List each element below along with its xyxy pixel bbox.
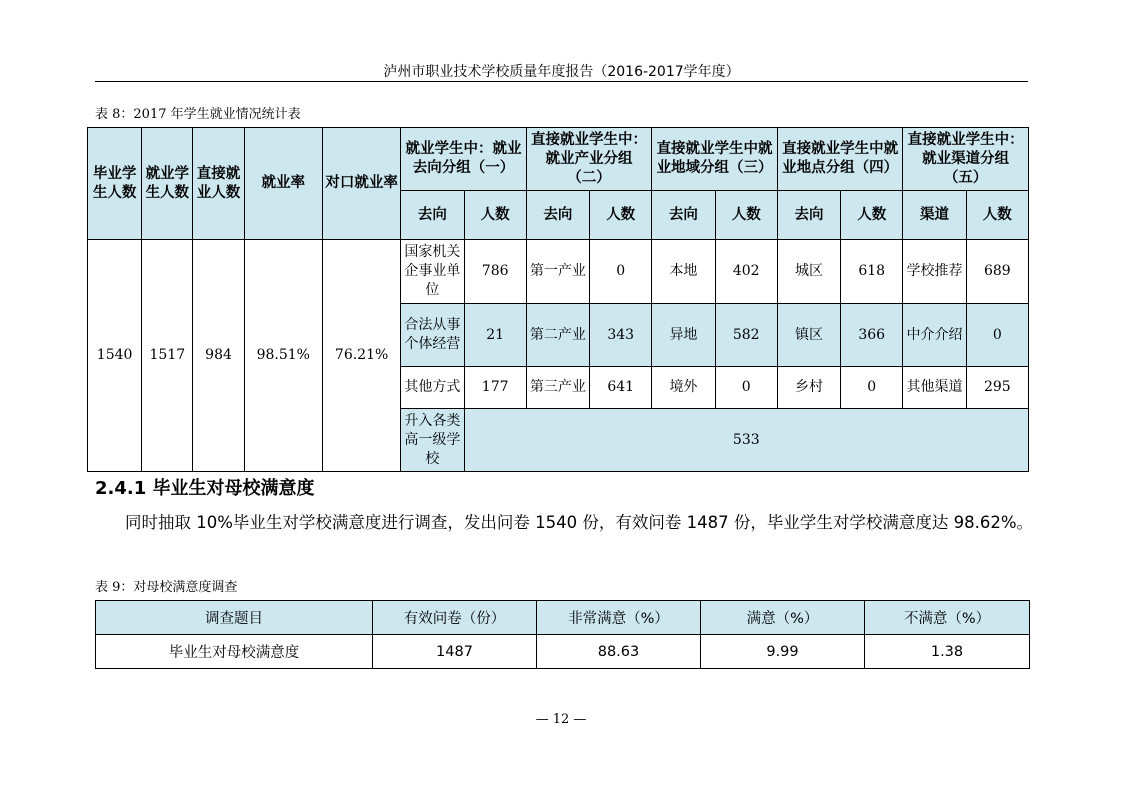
subheader: 去向 xyxy=(526,191,589,240)
header-group-industry: 直接就业学生中：就业产业分组（二） xyxy=(526,128,652,191)
table-cell: 镇区 xyxy=(777,304,840,367)
table-cell: 本地 xyxy=(652,240,715,304)
table-cell: 第二产业 xyxy=(526,304,589,367)
section-paragraph: 同时抽取 10%毕业生对学校满意度进行调查，发出问卷 1540 份，有效问卷 1487 份，毕业学生对学校满意度达 98.62%。 xyxy=(125,513,1034,532)
table-cell: 其他渠道 xyxy=(903,367,966,409)
subheader: 去向 xyxy=(652,191,715,240)
subheader: 人数 xyxy=(464,191,526,240)
header-very-satisfied: 非常满意（%） xyxy=(537,601,701,635)
table-cell: 618 xyxy=(841,240,903,304)
header-matched-rate: 对口就业率 xyxy=(322,128,400,240)
table-cell: 合法从事个体经营 xyxy=(401,304,464,367)
table-cell: 177 xyxy=(464,367,526,409)
cell-matched-rate: 76.21% xyxy=(322,240,400,472)
header-group-channel: 直接就业学生中：就业渠道分组（五） xyxy=(903,128,1029,191)
table-cell: 582 xyxy=(715,304,777,367)
table-cell: 中介介绍 xyxy=(903,304,966,367)
table-row xyxy=(96,635,1030,669)
subheader: 渠道 xyxy=(903,191,966,240)
table-cell: 9.99 xyxy=(701,635,865,669)
table-cell: 1487 xyxy=(373,635,537,669)
table-cell: 0 xyxy=(590,240,652,304)
header-valid-questionnaires: 有效问卷（份） xyxy=(373,601,537,635)
table-cell: 366 xyxy=(841,304,903,367)
table-cell: 第三产业 xyxy=(526,367,589,409)
header-group-location: 直接就业学生中就业地点分组（四） xyxy=(777,128,903,191)
subheader: 人数 xyxy=(590,191,652,240)
table-cell: 国家机关企事业单位 xyxy=(401,240,464,304)
subheader: 人数 xyxy=(966,191,1028,240)
table-cell: 第一产业 xyxy=(526,240,589,304)
table-row xyxy=(88,240,1029,304)
section-heading: 2.4.1 毕业生对母校满意度 xyxy=(95,478,315,499)
table-cell: 343 xyxy=(590,304,652,367)
cell-employed: 1517 xyxy=(142,240,193,472)
satisfaction-survey-table xyxy=(95,600,1030,669)
header-direct-employed: 直接就业人数 xyxy=(193,128,244,240)
table-cell: 1.38 xyxy=(865,635,1030,669)
table-cell: 402 xyxy=(715,240,777,304)
table-cell: 21 xyxy=(464,304,526,367)
table-cell: 0 xyxy=(841,367,903,409)
table-cell: 0 xyxy=(715,367,777,409)
table-cell: 乡村 xyxy=(777,367,840,409)
header-group-destination: 就业学生中：就业去向分组（一） xyxy=(401,128,527,191)
table-cell: 0 xyxy=(966,304,1028,367)
subheader: 人数 xyxy=(715,191,777,240)
header-satisfied: 满意（%） xyxy=(701,601,865,635)
employment-statistics-table xyxy=(87,127,1029,472)
cell-employment-rate: 98.51% xyxy=(244,240,322,472)
header-group-region: 直接就业学生中就业地域分组（三） xyxy=(652,128,778,191)
subheader: 去向 xyxy=(777,191,840,240)
table-cell: 其他方式 xyxy=(401,367,464,409)
header-employed: 就业学生人数 xyxy=(142,128,193,240)
table9-caption: 表 9：对母校满意度调查 xyxy=(95,580,238,595)
table-cell: 295 xyxy=(966,367,1028,409)
table-cell: 88.63 xyxy=(537,635,701,669)
table-cell: 786 xyxy=(464,240,526,304)
cell-direct-employed: 984 xyxy=(193,240,244,472)
table-cell: 641 xyxy=(590,367,652,409)
page-number: — 12 — xyxy=(535,712,587,727)
further-study-label: 升入各类高一级学校 xyxy=(401,409,464,472)
table-cell: 毕业生对母校满意度 xyxy=(96,635,373,669)
header-graduates: 毕业学生人数 xyxy=(88,128,142,240)
table-cell: 城区 xyxy=(777,240,840,304)
table-cell: 异地 xyxy=(652,304,715,367)
header-dissatisfied: 不满意（%） xyxy=(865,601,1030,635)
further-study-value: 533 xyxy=(464,409,1028,472)
header-survey-item: 调查题目 xyxy=(96,601,373,635)
table-cell: 学校推荐 xyxy=(903,240,966,304)
header-employment-rate: 就业率 xyxy=(244,128,322,240)
cell-graduates: 1540 xyxy=(88,240,142,472)
table-cell: 境外 xyxy=(652,367,715,409)
page-header: 泸州市职业技术学校质量年度报告（2016-2017学年度） xyxy=(95,62,1028,82)
subheader: 去向 xyxy=(401,191,464,240)
table8-caption: 表 8：2017 年学生就业情况统计表 xyxy=(95,107,301,122)
table-cell: 689 xyxy=(966,240,1028,304)
subheader: 人数 xyxy=(841,191,903,240)
